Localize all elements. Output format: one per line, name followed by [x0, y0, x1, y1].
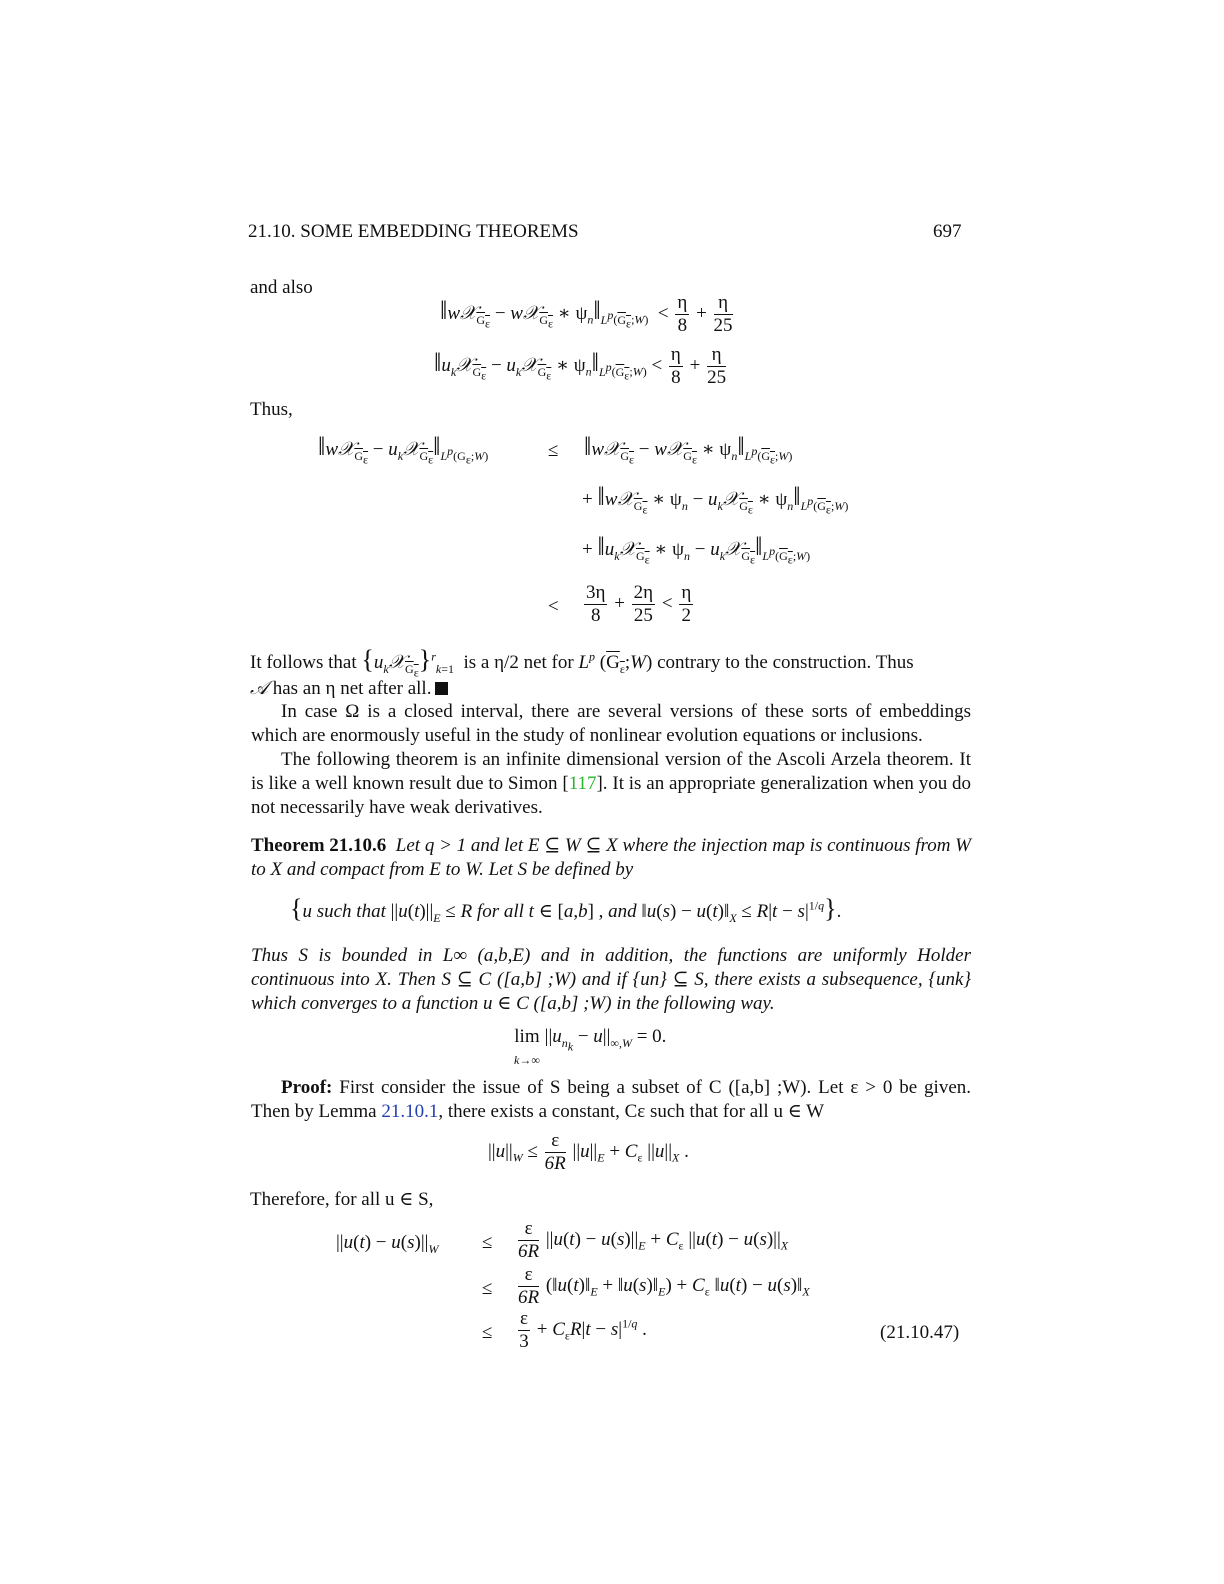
final-rhs-1: $\frac{\varepsilon}{6R}$ $||u(t) - u(s)||_E + C_\varepsilon$ $||u(t) - u(s)||_X$ [518, 1218, 789, 1262]
align-rel-1: ≤ [548, 440, 559, 461]
align-rhs-3: + $‖u_k𝒳_{G_\varepsilon}$ ∗ $\psi_n$ − $u_k𝒳_{G_\varepsilon}‖_{L^p(G_\varepsilon;W)}$ [582, 532, 811, 567]
paragraph-following: The following theorem is an infinite dimensional version of the Ascoli Arzela theorem. It is like a well known result due to Simon [117]. It is an appropriate generalization when you do not necessarily have weak derivatives. [251, 749, 972, 818]
citation-link[interactable]: 117 [568, 773, 597, 794]
qed-square-icon [435, 682, 448, 695]
equation-2: $‖u_k𝒳_{G_\varepsilon}$ − $u_k𝒳_{G_\varepsilon}$ ∗ $\psi_n‖_{L^p(G_\varepsilon;W)}$ < $\frac{\eta}{8}$ + $\frac{\eta}{25}$ [434, 344, 727, 388]
final-rel-3: ≤ [482, 1322, 493, 1343]
align-rhs-1: ‖w𝒳$_{G_\varepsilon}$ − w𝒳$_{G_\varepsilon}$ ∗ $\psi_n‖_{L^p(G_\varepsilon;W)}$ [584, 432, 793, 467]
final-lhs: $||u(t) - u(s)||_W$ [336, 1232, 439, 1256]
text-and-also: and also [250, 277, 313, 298]
norm-inequality: $||u||_W$ ≤ $\frac{\varepsilon}{6R}$ $||u||_E + C_\varepsilon$ $||u||_X$ . [488, 1130, 689, 1174]
equation-1: ‖w𝒳$_{G_\varepsilon}$ − w𝒳$_{G_\varepsilon}$ ∗ $\psi_n‖_{L^p(G_\varepsilon;W)}$ < $\frac{\eta}{8}$ + $\frac{\eta}{25}$ [440, 292, 733, 336]
running-header: 21.10. SOME EMBEDDING THEOREMS [248, 221, 579, 242]
text-follows-line-2: 𝒜 has an η net after all. [250, 677, 448, 701]
equation-number: (21.10.47) [880, 1322, 960, 1343]
final-rhs-2: $\frac{\varepsilon}{6R}$ ($‖u(t)‖_E$ + $‖u(s)‖_E) + C_\varepsilon$ ‖u(t) − $u(s)‖_X$ [518, 1264, 810, 1308]
final-rel-1: ≤ [482, 1232, 493, 1253]
theorem-continuation: Thus S is bounded in L∞ (a,b,E) and in addition, the functions are uniformly Holder continuous into X. Then S ⊆ C ([a,b] ;W) and if {un} ⊆ S, there exists a subsequence, {unk} which converges to a function u ∈ C ([a,b] ;W) in the following way. [251, 945, 971, 1014]
final-rhs-3: $\frac{\varepsilon}{3}$ + $C_\varepsilon R|t - s|^{1/q}$ . [519, 1308, 647, 1352]
align-rel-4: < [548, 596, 559, 617]
theorem-statement: Theorem 21.10.6 Let q > 1 and let E ⊆ W ⊆ X where the injection map is continuous from W to X and compact from E to W. Let S be defined by [251, 835, 972, 880]
align-rhs-2: + ‖w𝒳$_{G_\varepsilon}$ ∗ $\psi_n$ − $u_k𝒳_{G_\varepsilon}$ ∗ $\psi_n‖_{L^p(G_\varepsilon;W)}$ [582, 482, 849, 517]
set-definition: {u such that $||u(t)||_E \le R$ for all t ∈ [a,b] , and ‖u(s) − $u(t)‖_X \le R|t - s|^{1/q}$}. [290, 894, 842, 925]
limit-equation: lim k→∞ $||u_{n_k} - u||_{\infty,W} = 0$. [514, 1026, 667, 1067]
text-therefore: Therefore, for all u ∈ S, [250, 1189, 434, 1210]
align-rhs-4: $\frac{3\eta}{8}$ + $\frac{2\eta}{25}$ < $\frac{\eta}{2}$ [586, 582, 692, 626]
final-rel-2: ≤ [482, 1278, 493, 1299]
text-thus: Thus, [250, 399, 293, 420]
page-number: 697 [933, 221, 962, 242]
text-follows-line-1: It follows that $\{u_k𝒳_{G_\varepsilon}\}^r_{k=1}$ is a η/2 net for $L^p$ $(G_\varepsilon;W)$ contrary to the construction. Thus [250, 645, 914, 680]
align-lhs: ‖w𝒳$_{G_\varepsilon}$ − $u_k𝒳_{G_\varepsilon}‖_{L^p(G_\varepsilon;W)}$ [318, 432, 489, 467]
lemma-link[interactable]: 21.10.1 [381, 1101, 439, 1122]
paragraph-case: In case Ω is a closed interval, there are several versions of these sorts of embeddings which are enormously useful in the study of nonlinear evolution equations or inclusions. [251, 701, 971, 746]
proof-paragraph: Proof: First consider the issue of S being a subset of C ([a,b] ;W). Let ε > 0 be given. Then by Lemma 21.10.1, there exists a constant, Cε such that for all u ∈ W [251, 1077, 972, 1122]
